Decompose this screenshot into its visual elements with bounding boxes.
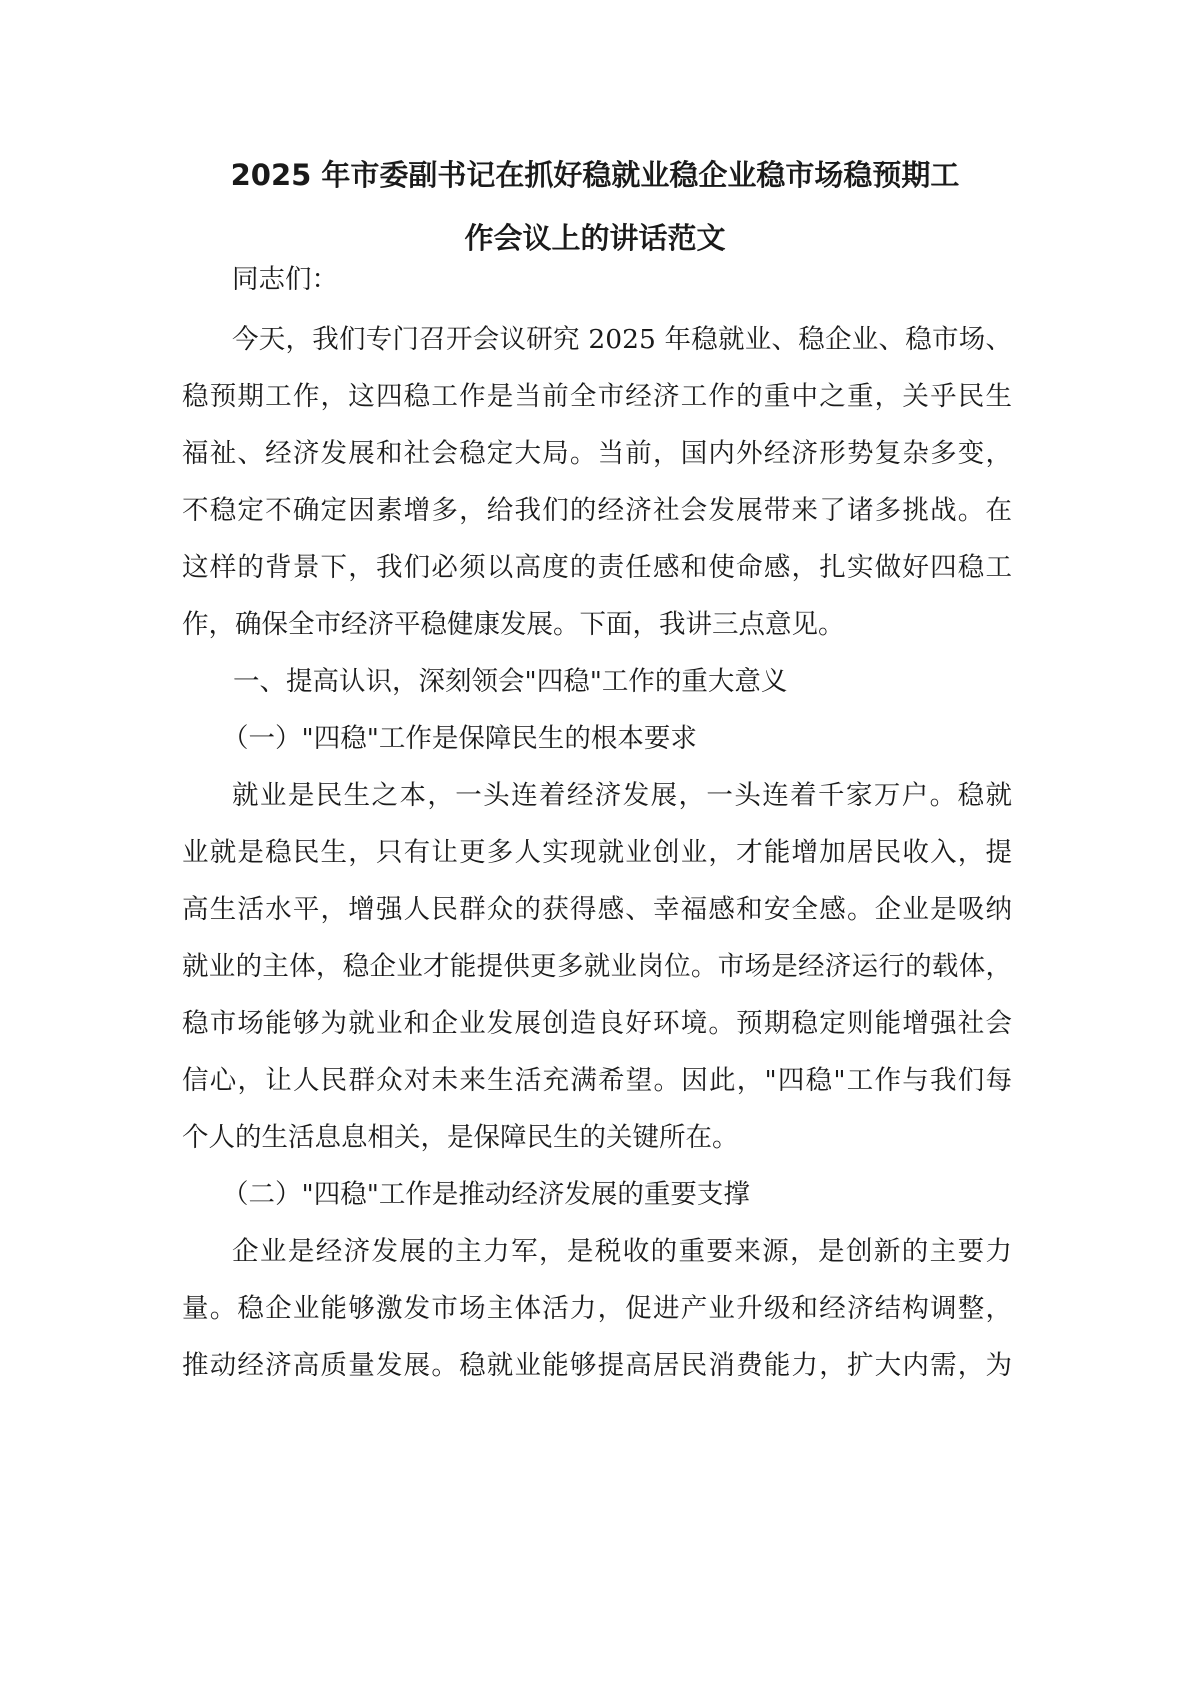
paragraph-2-line-5: 稳市场能够为就业和企业发展创造良好环境。预期稳定则能增强社会 xyxy=(182,1008,1012,1039)
salutation: 同志们： xyxy=(232,264,338,295)
paragraph-2-line-1: 就业是民生之本，一头连着经济发展，一头连着千家万户。稳就 xyxy=(232,780,1012,811)
paragraph-2-line-4: 就业的主体，稳企业才能提供更多就业岗位。市场是经济运行的载体， xyxy=(182,951,1012,982)
paragraph-2-line-6: 信心，让人民群众对未来生活充满希望。因此，"四稳"工作与我们每 xyxy=(182,1065,1012,1096)
paragraph-1-line-5: 这样的背景下，我们必须以高度的责任感和使命感，扎实做好四稳工 xyxy=(182,552,1012,583)
paragraph-2-line-2: 业就是稳民生，只有让更多人实现就业创业，才能增加居民收入，提 xyxy=(182,837,1012,868)
paragraph-1-line-4: 不稳定不确定因素增多，给我们的经济社会发展带来了诸多挑战。在 xyxy=(182,495,1012,526)
paragraph-3-line-1: 企业是经济发展的主力军，是税收的重要来源，是创新的主要力 xyxy=(232,1236,1012,1267)
paragraph-1-line-6: 作，确保全市经济平稳健康发展。下面，我讲三点意见。 xyxy=(182,609,845,640)
section-1-heading: 一、提高认识，深刻领会"四稳"工作的重大意义 xyxy=(233,666,788,697)
subsection-1-heading: （一）"四稳"工作是保障民生的根本要求 xyxy=(222,723,697,754)
paragraph-2-line-3: 高生活水平，增强人民群众的获得感、幸福感和安全感。企业是吸纳 xyxy=(182,894,1012,925)
paragraph-1-line-3: 福祉、经济发展和社会稳定大局。当前，国内外经济形势复杂多变， xyxy=(182,438,1012,469)
subsection-2-heading: （二）"四稳"工作是推动经济发展的重要支撑 xyxy=(222,1179,750,1210)
paragraph-3-line-3: 推动经济高质量发展。稳就业能够提高居民消费能力，扩大内需，为 xyxy=(182,1350,1012,1381)
paragraph-2-line-7: 个人的生活息息相关，是保障民生的关键所在。 xyxy=(182,1122,739,1153)
paragraph-3-line-2: 量。稳企业能够激发市场主体活力，促进产业升级和经济结构调整， xyxy=(182,1293,1012,1324)
document-title-line-1: 2025 年市委副书记在抓好稳就业稳企业稳市场稳预期工 xyxy=(230,158,960,192)
document-title-line-2: 作会议上的讲话范文 xyxy=(464,221,726,255)
paragraph-1-line-2: 稳预期工作，这四稳工作是当前全市经济工作的重中之重，关乎民生 xyxy=(182,381,1012,412)
paragraph-1-line-1: 今天，我们专门召开会议研究 2025 年稳就业、稳企业、稳市场、 xyxy=(232,324,1012,355)
